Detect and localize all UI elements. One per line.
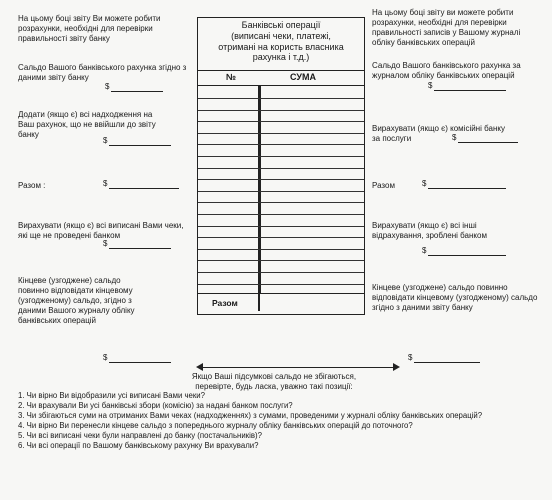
table-row-line bbox=[198, 202, 364, 203]
left-final-balance-field[interactable] bbox=[109, 362, 171, 363]
right-subtotal-dollar: $ bbox=[422, 179, 427, 188]
check-questions-list bbox=[18, 391, 543, 451]
question-item: 6. Чи всі операції по Вашому банківському рахунку Ви врахували? bbox=[18, 440, 259, 450]
table-row-line bbox=[198, 179, 364, 180]
table-row-line bbox=[198, 284, 364, 285]
double-arrow-line bbox=[201, 367, 395, 368]
table-row-line bbox=[198, 237, 364, 238]
left-final-balance-label: Кінцеве (узгоджене) сальдо повинно відповідати кінцевому (узгодженому) сальдо, згідно з даними Вашого журналу обліку банківських операцій bbox=[18, 276, 135, 325]
right-subtotal-field[interactable] bbox=[428, 188, 506, 189]
right-final-balance-dollar: $ bbox=[408, 353, 413, 362]
left-final-balance-dollar: $ bbox=[103, 353, 108, 362]
table-row-line bbox=[198, 260, 364, 261]
right-subtract-fees-dollar: $ bbox=[452, 133, 457, 142]
table-row-line bbox=[198, 121, 364, 122]
table-row-line bbox=[198, 249, 364, 250]
right-subtotal-label: Разом bbox=[372, 181, 395, 190]
left-bank-balance-field[interactable] bbox=[111, 91, 163, 92]
table-row-line bbox=[198, 133, 364, 134]
table-row-line bbox=[198, 98, 364, 99]
left-subtotal-field[interactable] bbox=[109, 188, 179, 189]
right-subtract-other-dollar: $ bbox=[422, 246, 427, 255]
table-title: Банківські операції (виписані чеки, платежі, отримані на користь власника рахунка і т.д.) bbox=[218, 20, 344, 63]
right-journal-balance-dollar: $ bbox=[428, 81, 433, 90]
arrow-right-icon bbox=[393, 363, 400, 371]
table-row-line bbox=[198, 191, 364, 192]
left-bank-balance-dollar: $ bbox=[105, 82, 110, 91]
right-subtract-fees-label: Вирахувати (якщо є) комісійні банку за послуги bbox=[372, 124, 505, 143]
right-intro-text: На цьому боці звіту ви можете робити розрахунки, необхідні для перевірки правильності записів у Вашому журналі обліку банківських операцій bbox=[372, 8, 521, 47]
left-intro-text: На цьому боці звіту Ви можете робити розрахунки, необхідні для перевірки правильності звіту банку bbox=[18, 14, 161, 43]
left-subtract-checks-label: Вирахувати (якщо є) всі виписані Вами чеки, які ще не проведені банком bbox=[18, 221, 184, 240]
right-subtract-fees-field[interactable] bbox=[458, 142, 518, 143]
question-item: 5. Чи всі виписані чеки були направлені до банку (постачальників)? bbox=[18, 430, 262, 440]
right-final-balance-field[interactable] bbox=[414, 362, 480, 363]
question-item: 3. Чи збігаються суми на отриманих Вами чеках (надходженнях) з сумами, проведеними у журналі обліку банківських операцій? bbox=[18, 410, 483, 420]
table-row-line bbox=[198, 272, 364, 273]
question-item: 4. Чи вірно Ви перенесли кінцеве сальдо з попереднього журналу обліку банківських операцій до поточного? bbox=[18, 420, 413, 430]
bank-operations-table bbox=[197, 17, 365, 315]
left-subtotal-label: Разом : bbox=[18, 181, 46, 190]
table-row-line bbox=[198, 144, 364, 145]
right-subtract-other-label: Вирахувати (якщо є) всі інші відрахування, зроблені банком bbox=[372, 221, 487, 240]
column-number-header: № bbox=[226, 72, 237, 82]
left-add-deposits-field[interactable] bbox=[109, 145, 171, 146]
question-item: 2. Чи врахували Ви усі банківські збори (комісію) за надані банком послуги? bbox=[18, 400, 293, 410]
table-total-row bbox=[198, 293, 364, 313]
right-journal-balance-field[interactable] bbox=[434, 90, 506, 91]
table-row-line bbox=[198, 156, 364, 157]
left-bank-balance-label: Сальдо Вашого банківського рахунка згідно з даними звіту банку bbox=[18, 63, 187, 82]
table-header bbox=[198, 70, 364, 86]
column-divider-inner bbox=[260, 86, 261, 293]
question-item: 1. Чи вірно Ви відобразили усі виписані Вами чеки? bbox=[18, 391, 205, 400]
right-final-balance-label: Кінцеве (узгоджене) сальдо повинно відповідати кінцевому (узгодженому) сальдо згідно з даними звіту банку bbox=[372, 283, 538, 312]
mismatch-instruction: Якщо Ваші підсумкові сальдо не збігаються, перевірте, будь ласка, уважно такі позиції: bbox=[191, 372, 357, 391]
right-subtract-other-field[interactable] bbox=[428, 255, 506, 256]
table-row-line bbox=[198, 226, 364, 227]
table-row-line bbox=[198, 168, 364, 169]
left-subtract-checks-dollar: $ bbox=[103, 239, 108, 248]
column-sum-header: СУМА bbox=[290, 72, 316, 82]
table-row-line bbox=[198, 110, 364, 111]
right-journal-balance-label: Сальдо Вашого банківського рахунка за журналом обліку банківських операцій bbox=[372, 61, 521, 80]
table-total-label: Разом bbox=[212, 298, 238, 308]
left-subtract-checks-field[interactable] bbox=[109, 248, 171, 249]
left-add-deposits-label: Додати (якщо є) всі надходження на Ваш рахунок, що не ввійшли до звіту банку bbox=[18, 110, 156, 139]
left-subtotal-dollar: $ bbox=[103, 179, 108, 188]
table-row-line bbox=[198, 214, 364, 215]
left-add-deposits-dollar: $ bbox=[103, 136, 108, 145]
